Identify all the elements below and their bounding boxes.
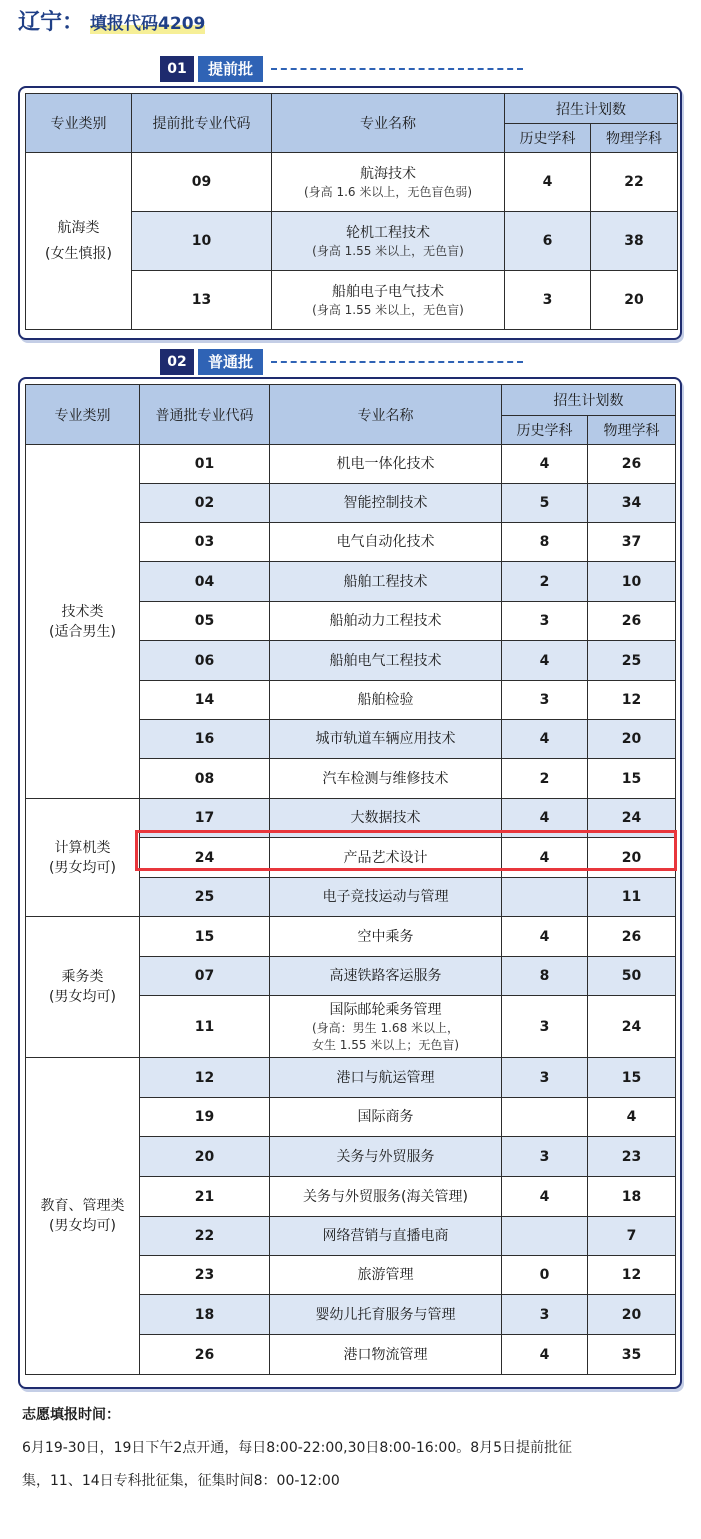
history-cell: 3: [502, 602, 588, 641]
major-cell: [270, 445, 502, 484]
history-cell: 4: [505, 153, 591, 212]
category-name: 教育、管理类: [40, 1198, 125, 1214]
header-physics: 物理学科: [591, 124, 678, 153]
code-cell: 15: [140, 917, 270, 957]
category-note: (男女均可): [49, 1218, 116, 1234]
category-cell: [26, 917, 140, 1058]
category-cell: [26, 799, 140, 917]
major-name: 船舶电气工程技术: [329, 652, 442, 669]
major-name: 关务与外贸服务(海关管理): [303, 1188, 468, 1205]
major-cell: [270, 1295, 502, 1335]
major-name: 汽车检测与维修技术: [322, 770, 449, 787]
code-cell: 23: [140, 1256, 270, 1295]
history-cell: [502, 878, 588, 917]
major-cell: [270, 996, 502, 1058]
section-header-early: [160, 56, 523, 82]
code-cell: 07: [140, 957, 270, 996]
physics-cell: 26: [588, 917, 676, 957]
major-name: 大数据技术: [350, 810, 421, 826]
physics-cell: 23: [588, 1137, 676, 1177]
physics-cell: 50: [588, 957, 676, 996]
major-name: 港口物流管理: [343, 1346, 428, 1363]
major-cell: [270, 562, 502, 602]
major-name: 船舶电子电气技术: [332, 283, 444, 300]
major-cell: [270, 1137, 502, 1177]
major-name: 网络营销与直播电商: [322, 1228, 449, 1244]
major-cell: [270, 1217, 502, 1256]
category-name: 计算机类: [54, 839, 111, 856]
code-cell: 02: [140, 484, 270, 523]
physics-cell: 20: [588, 838, 676, 878]
application-time-notes: [22, 1400, 687, 1498]
major-cell: [270, 878, 502, 917]
history-cell: 2: [502, 562, 588, 602]
section-divider: [271, 361, 523, 363]
code-cell: 13: [132, 271, 272, 330]
physics-cell: 20: [588, 720, 676, 759]
history-cell: 8: [502, 523, 588, 562]
code-cell: 03: [140, 523, 270, 562]
code-cell: 20: [140, 1137, 270, 1177]
history-cell: 4: [502, 720, 588, 759]
header-code: 提前批专业代码: [132, 94, 272, 153]
physics-cell: 4: [588, 1098, 676, 1137]
history-cell: 3: [502, 1058, 588, 1098]
regular-batch-table: [25, 384, 676, 1375]
header-physics: 物理学科: [588, 416, 676, 445]
notes-body: [22, 1432, 687, 1498]
section-header-regular: [160, 349, 523, 375]
section-name: 提前批: [198, 56, 263, 82]
table-row: [26, 917, 676, 957]
title-separator: ：: [62, 10, 85, 35]
code-cell: 24: [140, 838, 270, 878]
history-cell: [502, 1217, 588, 1256]
code-cell: 06: [140, 641, 270, 681]
major-cell: [272, 153, 505, 212]
history-cell: 8: [502, 957, 588, 996]
history-cell: 4: [502, 917, 588, 957]
major-cell: [270, 799, 502, 838]
history-cell: 4: [502, 641, 588, 681]
code-cell: 09: [132, 153, 272, 212]
code-cell: 01: [140, 445, 270, 484]
major-cell: [270, 957, 502, 996]
major-cell: [270, 720, 502, 759]
category-name: 乘务类: [61, 969, 104, 985]
fill-code-label: 填报代码4209: [90, 14, 206, 34]
category-note: (女生慎报): [45, 246, 112, 262]
major-cell: [270, 1058, 502, 1098]
code-cell: 11: [140, 996, 270, 1058]
code-cell: 25: [140, 878, 270, 917]
history-cell: 2: [502, 759, 588, 799]
category-cell: [26, 1058, 140, 1375]
physics-cell: 18: [588, 1177, 676, 1217]
major-name: 船舶动力工程技术: [329, 613, 442, 629]
major-note: (身高 1.55 米以上，无色盲): [312, 243, 464, 258]
early-batch-table-frame: [18, 86, 682, 340]
history-cell: 3: [502, 996, 588, 1058]
major-name: 空中乘务: [357, 928, 414, 945]
major-cell: [270, 681, 502, 720]
category-cell: [26, 153, 132, 330]
physics-cell: 7: [588, 1217, 676, 1256]
code-cell: 21: [140, 1177, 270, 1217]
major-cell: [270, 1256, 502, 1295]
history-cell: 3: [505, 271, 591, 330]
major-cell: [270, 641, 502, 681]
physics-cell: 22: [591, 153, 678, 212]
history-cell: 5: [502, 484, 588, 523]
physics-cell: 26: [588, 602, 676, 641]
major-cell: [270, 917, 502, 957]
code-cell: 17: [140, 799, 270, 838]
physics-cell: 20: [588, 1295, 676, 1335]
major-name: 城市轨道车辆应用技术: [315, 731, 456, 747]
major-name: 电子竞技运动与管理: [322, 889, 449, 905]
major-cell: [270, 523, 502, 562]
code-cell: 04: [140, 562, 270, 602]
physics-cell: 24: [588, 996, 676, 1058]
major-cell: [270, 1335, 502, 1375]
physics-cell: 15: [588, 759, 676, 799]
notes-heading: 志愿填报时间：: [22, 1407, 120, 1423]
major-name: 旅游管理: [357, 1267, 414, 1283]
category-note: (适合男生): [49, 623, 116, 640]
physics-cell: 25: [588, 641, 676, 681]
table-row: [26, 153, 678, 212]
physics-cell: 35: [588, 1335, 676, 1375]
category-name: 技术类: [61, 603, 104, 620]
major-cell: [270, 1098, 502, 1137]
header-history: 历史学科: [505, 124, 591, 153]
code-cell: 12: [140, 1058, 270, 1098]
major-note: (身高：男生 1.68 米以上，: [311, 1020, 460, 1035]
header-code: 普通批专业代码: [140, 385, 270, 445]
major-name: 船舶工程技术: [343, 573, 428, 590]
major-name: 智能控制技术: [343, 495, 428, 511]
section-number: 02: [160, 349, 194, 375]
regular-batch-table-frame: [18, 377, 682, 1389]
major-note: (身高 1.55 米以上，无色盲): [312, 302, 464, 317]
physics-cell: 12: [588, 1256, 676, 1295]
major-name: 婴幼儿托育服务与管理: [315, 1306, 456, 1323]
category-note: (男女均可): [49, 859, 116, 876]
physics-cell: 11: [588, 878, 676, 917]
notes-line: 6月19-30日，19日下午2点开通，每日8:00-22:00,30日8:00-16:00。8月5日提前批征: [22, 1440, 573, 1456]
physics-cell: 34: [588, 484, 676, 523]
major-cell: [270, 1177, 502, 1217]
table-row: [26, 1058, 676, 1098]
history-cell: 0: [502, 1256, 588, 1295]
physics-cell: 26: [588, 445, 676, 484]
code-cell: 18: [140, 1295, 270, 1335]
major-note: 女生 1.55 米以上；无色盲): [311, 1037, 460, 1052]
history-cell: 4: [502, 838, 588, 878]
header-name: 专业名称: [270, 385, 502, 445]
section-number: 01: [160, 56, 194, 82]
physics-cell: 20: [591, 271, 678, 330]
category-cell: [26, 445, 140, 799]
major-cell: [270, 759, 502, 799]
code-cell: 08: [140, 759, 270, 799]
section-name: 普通批: [198, 349, 263, 375]
category-name: 航海类: [57, 220, 100, 236]
major-name: 关务与外贸服务: [336, 1148, 435, 1165]
section-divider: [271, 68, 523, 70]
table-row: [26, 445, 676, 484]
code-cell: 26: [140, 1335, 270, 1375]
header-category: 专业类别: [26, 94, 132, 153]
code-cell: 10: [132, 212, 272, 271]
header-plan: 招生计划数: [505, 94, 678, 124]
major-name: 船舶检验: [357, 692, 414, 708]
history-cell: 4: [502, 445, 588, 484]
history-cell: 4: [502, 799, 588, 838]
physics-cell: 37: [588, 523, 676, 562]
major-name: 国际邮轮乘务管理: [329, 1001, 442, 1018]
major-cell: [270, 484, 502, 523]
major-cell: [270, 838, 502, 878]
category-note: (男女均可): [49, 989, 116, 1005]
major-cell: [272, 271, 505, 330]
physics-cell: 38: [591, 212, 678, 271]
province-label: 辽宁: [18, 10, 63, 35]
major-name: 轮机工程技术: [346, 224, 430, 241]
history-cell: 3: [502, 1137, 588, 1177]
early-batch-table: [25, 93, 678, 330]
history-cell: 6: [505, 212, 591, 271]
header-history: 历史学科: [502, 416, 588, 445]
header-name: 专业名称: [272, 94, 505, 153]
table-row: [26, 799, 676, 838]
history-cell: 3: [502, 681, 588, 720]
code-cell: 22: [140, 1217, 270, 1256]
major-name: 机电一体化技术: [336, 456, 435, 472]
major-name: 航海技术: [360, 165, 416, 182]
physics-cell: 24: [588, 799, 676, 838]
notes-line: 集，11、14日专科批征集，征集时间8：00-12:00: [22, 1473, 340, 1489]
history-cell: 4: [502, 1177, 588, 1217]
physics-cell: 15: [588, 1058, 676, 1098]
code-cell: 14: [140, 681, 270, 720]
major-name: 港口与航运管理: [336, 1069, 435, 1086]
major-cell: [272, 212, 505, 271]
major-cell: [270, 602, 502, 641]
history-cell: [502, 1098, 588, 1137]
major-name: 国际商务: [357, 1109, 414, 1125]
major-note: (身高 1.6 米以上，无色盲色弱): [303, 184, 473, 199]
code-cell: 05: [140, 602, 270, 641]
physics-cell: 10: [588, 562, 676, 602]
history-cell: 3: [502, 1295, 588, 1335]
header-category: 专业类别: [26, 385, 140, 445]
physics-cell: 12: [588, 681, 676, 720]
history-cell: 4: [502, 1335, 588, 1375]
code-cell: 16: [140, 720, 270, 759]
major-name: 产品艺术设计: [343, 849, 428, 866]
header-plan: 招生计划数: [502, 385, 676, 416]
major-name: 高速铁路客运服务: [329, 968, 442, 984]
code-cell: 19: [140, 1098, 270, 1137]
page-title: [18, 8, 205, 38]
major-name: 电气自动化技术: [336, 534, 435, 550]
